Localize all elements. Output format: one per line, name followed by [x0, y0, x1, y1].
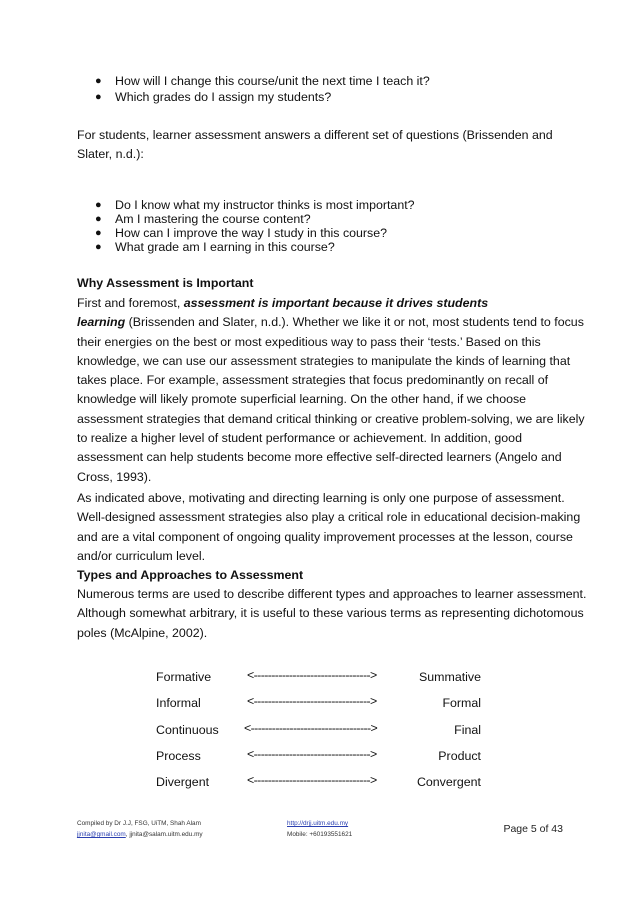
email-text: jjnita@salam.uitm.edu.my [129, 831, 203, 838]
double-arrow: <---------------------------------> [247, 694, 377, 708]
bullet-marker: ● [95, 213, 102, 225]
page-number: Page 5 of 43 [503, 823, 563, 835]
pole-left-label: Formative [156, 670, 212, 684]
bullet-marker: ● [95, 241, 102, 253]
paragraph-indicated [77, 489, 580, 566]
paragraph-why [77, 294, 585, 487]
footer-mobile: Mobile: +60193551621 [287, 831, 353, 838]
emphasis-text: learning [77, 315, 126, 330]
double-arrow: <---------------------------------> [247, 747, 377, 761]
paragraph-line: knowledge, we can use our assessment strategies to manipulate the kinds of learning that [77, 353, 571, 368]
pole-left-label: Process [156, 749, 201, 763]
pole-right-label: Convergent [416, 775, 481, 789]
paragraph-line: assessment can help students become more effective self-directed learners (Angelo and [77, 450, 562, 465]
paragraph-line: poles (McAlpine, 2002). [77, 625, 208, 640]
pole-left-label: Informal [156, 696, 201, 710]
bullet-marker: ● [95, 199, 102, 211]
pole-right-label: Product [438, 749, 481, 763]
pole-right-label: Formal [442, 696, 481, 710]
bullet-item: What grade am I earning in this course? [115, 240, 335, 254]
paragraph-line: Well-designed assessment strategies also play a critical role in educational decision-making [77, 510, 581, 525]
paragraph-types [77, 585, 586, 643]
paragraph-line: assessment strategies that demand critical thinking or creative problem-solving, we are likely [77, 411, 585, 426]
heading-types-approaches: Types and Approaches to Assessment [77, 568, 304, 582]
paragraph-line: Cross, 1993). [77, 469, 152, 484]
footer-emails [77, 831, 203, 838]
bullet-item: How will I change this course/unit the next time I teach it? [115, 74, 430, 88]
pole-right-label: Final [454, 723, 481, 737]
bullet-item: Which grades do I assign my students? [115, 90, 332, 104]
paragraph-line: Slater, n.d.): [77, 147, 144, 162]
paragraph-line [77, 294, 585, 313]
pole-left-label: Continuous [156, 723, 219, 737]
emphasis-text: assessment is important because it drives students [183, 296, 489, 310]
paragraph-line: their energies on the best or most expeditious way to pass their ‘tests.’ Based on this [77, 334, 541, 349]
email-separator: , [125, 831, 130, 838]
email-link[interactable]: jjnita@gmail.com [77, 831, 126, 838]
bullet-item: Do I know what my instructor thinks is most important? [115, 198, 415, 212]
bullet-item: Am I mastering the course content? [115, 212, 311, 226]
paragraph-line: to realize a higher level of student performance or achievement. In addition, good [77, 431, 522, 446]
paragraph-line: knowledge will likely promote superficial learning. On the other hand, if we choose [77, 392, 527, 407]
pole-left-label: Divergent [156, 775, 210, 789]
paragraph-line: takes place. For example, assessment strategies that focus predominantly on recall of [77, 373, 549, 388]
footer-url [287, 820, 348, 827]
paragraph-line: For students, learner assessment answers a different set of questions (Brissenden and [77, 128, 553, 142]
double-arrow: <---------------------------------> [247, 773, 377, 787]
pole-right-label: Summative [419, 670, 481, 684]
double-arrow: <---------------------------------> [247, 668, 377, 682]
paragraph-line: and are a vital component of ongoing quality improvement processes at the lesson, course [77, 529, 573, 544]
text-run: (Brissenden and Slater, n.d.). Whether we like it or not, most students tend to focus [125, 315, 584, 330]
paragraph-line: Although somewhat arbitrary, it is useful to these various terms as representing dichotomous [77, 606, 584, 621]
double-arrow: <----------------------------------> [244, 721, 378, 735]
website-link[interactable]: http://drjj.uitm.edu.my [287, 820, 349, 827]
bullet-item: How can I improve the way I study in this course? [115, 226, 388, 240]
footer-compiled-by: Compiled by Dr J.J, FSG, UiTM, Shah Alam [77, 820, 201, 827]
text-run: First and foremost, [77, 296, 184, 310]
paragraph-line [77, 313, 585, 332]
heading-why-assessment: Why Assessment is Important [77, 276, 254, 290]
paragraph-students [77, 126, 553, 165]
bullet-marker: ● [95, 227, 102, 239]
bullet-marker: ● [95, 91, 102, 103]
paragraph-line: As indicated above, motivating and directing learning is only one purpose of assessment. [77, 491, 565, 505]
bullet-marker: ● [95, 75, 102, 87]
paragraph-line: Numerous terms are used to describe different types and approaches to learner assessment. [77, 587, 587, 601]
paragraph-line: and/or curriculum level. [77, 548, 206, 563]
